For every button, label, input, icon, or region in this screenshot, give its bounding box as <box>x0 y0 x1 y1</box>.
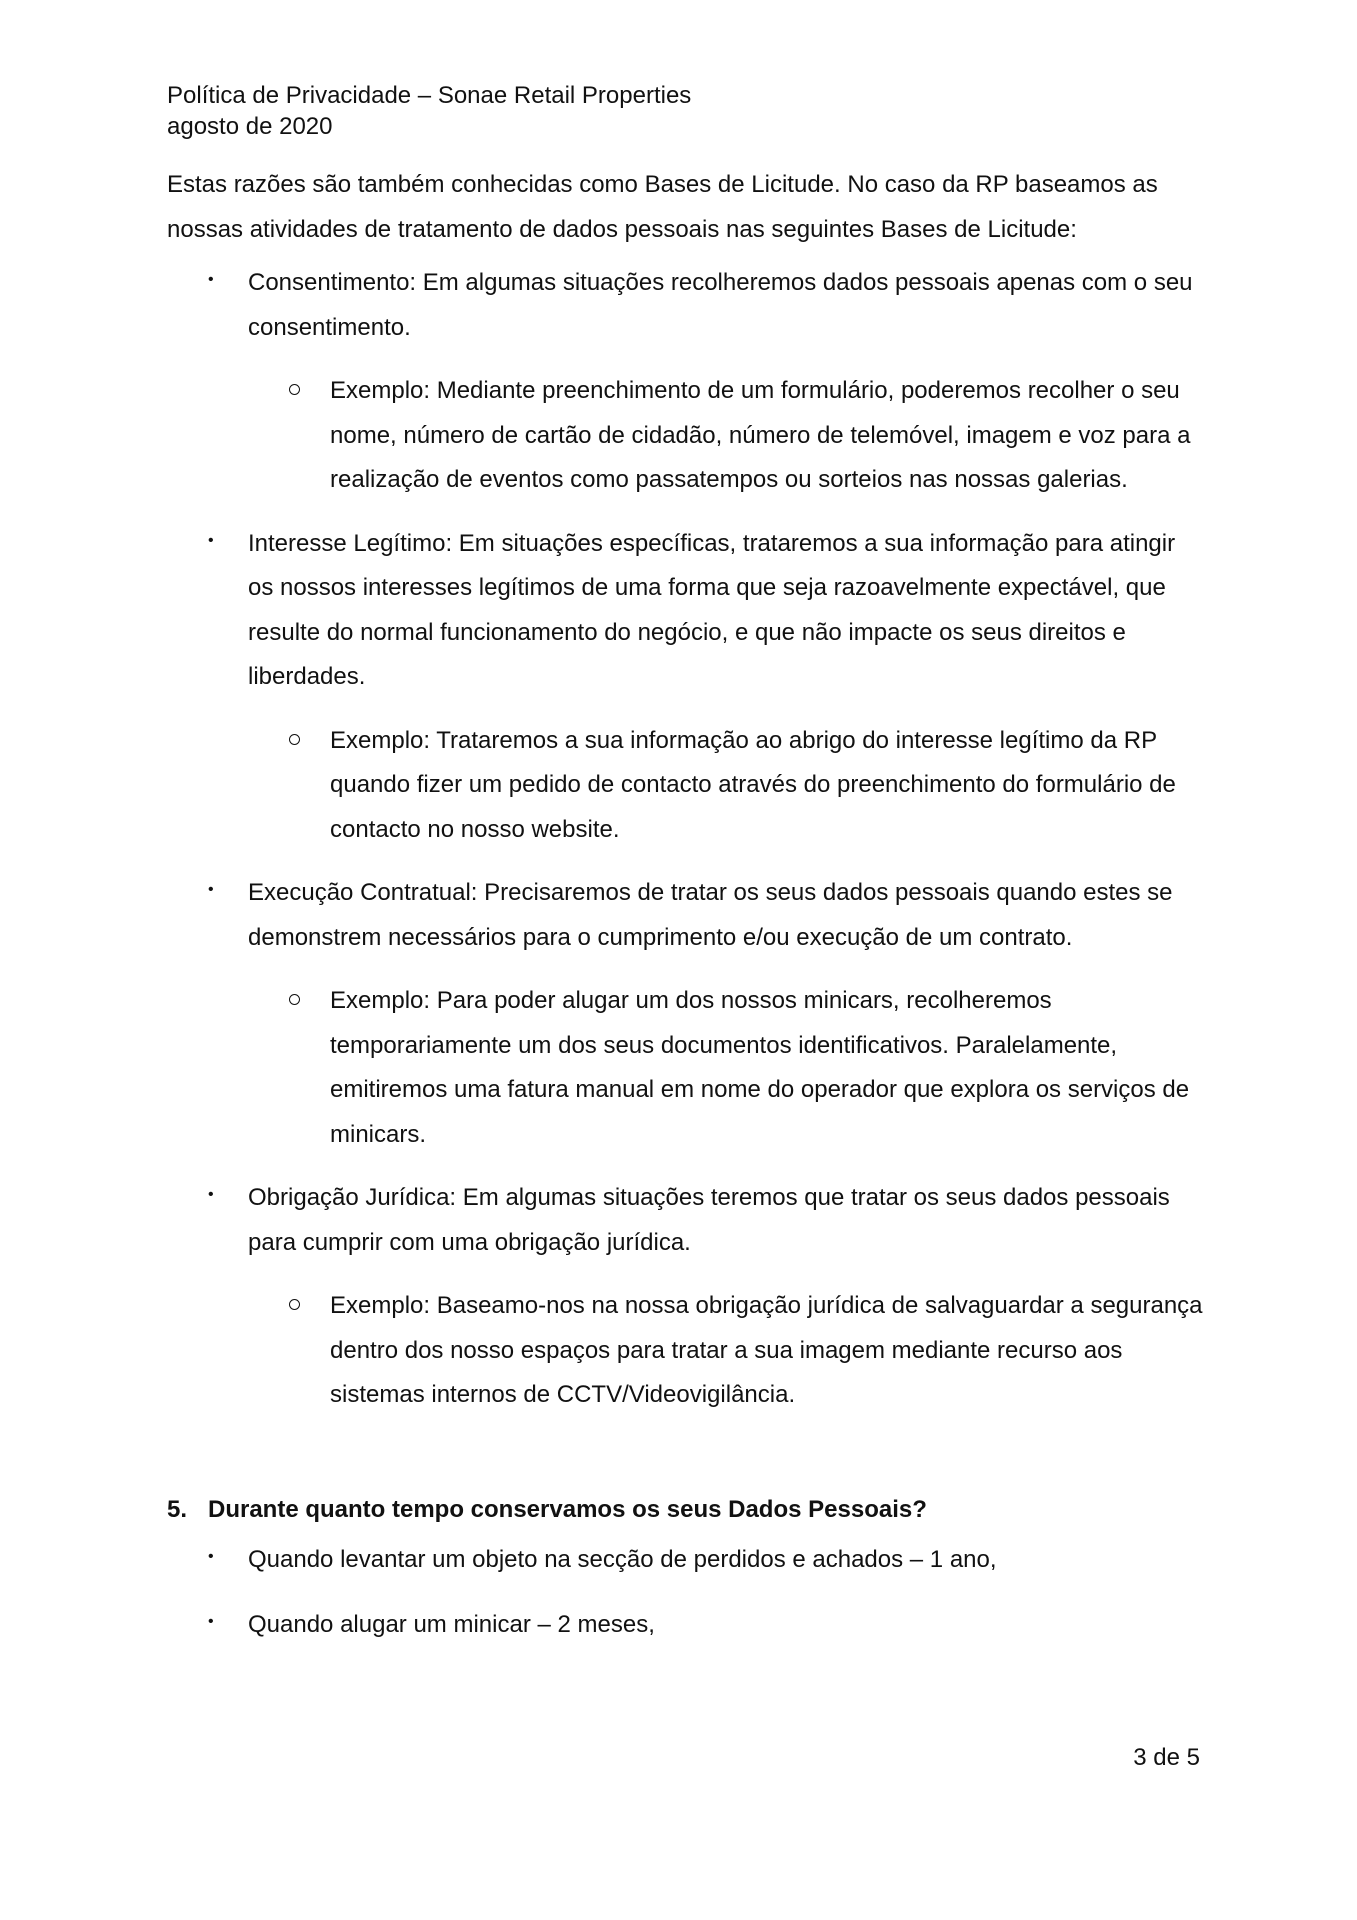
header-date: agosto de 2020 <box>167 113 333 140</box>
list-item <box>167 261 1207 503</box>
list-item <box>248 719 1207 853</box>
list-item <box>167 1603 1207 1648</box>
example-list <box>248 1284 1207 1418</box>
bullet-icon: • <box>208 881 214 898</box>
list-item <box>248 369 1207 503</box>
circle-bullet-icon <box>289 734 300 745</box>
page-number: 3 de 5 <box>1133 1744 1200 1771</box>
retention-text: Quando levantar um objeto na secção de perdidos e achados – 1 ano, <box>248 1546 997 1573</box>
basis-text: Interesse Legítimo: Em situações específicas, trataremos a sua informação para atingir os nossos interesses legítimos de uma forma que seja razoavelmente expectável, que resulte do normal funcionamento do negócio, e que não impacte os seus direitos e liberdades. <box>248 529 1176 690</box>
example-text: Exemplo: Baseamo-nos na nossa obrigação jurídica de salvaguardar a segurança dentro dos nosso espaços para tratar a sua imagem mediante recurso aos sistemas internos de CCTV/Videovigilância. <box>330 1292 1203 1408</box>
bullet-icon: • <box>208 271 214 288</box>
example-text: Exemplo: Mediante preenchimento de um formulário, poderemos recolher o seu nome, número de cartão de cidadão, número de telemóvel, imagem e voz para a realização de eventos como passatempos ou sorteios nas nossas galerias. <box>330 377 1191 493</box>
list-item <box>248 979 1207 1157</box>
retention-text: Quando alugar um minicar – 2 meses, <box>248 1610 655 1638</box>
bullet-icon: • <box>208 1548 214 1565</box>
document-body <box>167 163 1207 1667</box>
retention-list <box>167 1538 1207 1647</box>
legal-bases-list <box>167 261 1207 1418</box>
intro-paragraph: Estas razões são também conhecidas como Bases de Licitude. No caso da RP baseamos as nossas atividades de tratamento de dados pessoais nas seguintes Bases de Licitude: <box>167 171 1158 243</box>
circle-bullet-icon <box>289 1299 300 1310</box>
bullet-icon: • <box>208 1612 214 1630</box>
list-item <box>167 1176 1207 1418</box>
list-item <box>167 1538 1207 1583</box>
list-item <box>167 871 1207 1157</box>
section-heading <box>167 1488 1207 1533</box>
example-list <box>248 369 1207 503</box>
basis-text: Consentimento: Em algumas situações recolheremos dados pessoais apenas com o seu consentimento. <box>248 269 1193 341</box>
list-item <box>248 1284 1207 1418</box>
circle-bullet-icon <box>289 994 300 1005</box>
example-text: Exemplo: Para poder alugar um dos nossos minicars, recolheremos temporariamente um dos seus documentos identificativos. Paralelamente, emitiremos uma fatura manual em nome do operador que explora os serviços de minicars. <box>330 987 1190 1148</box>
header-title: Política de Privacidade – Sonae Retail Properties <box>167 82 692 109</box>
example-text: Exemplo: Trataremos a sua informação ao abrigo do interesse legítimo da RP quando fizer um pedido de contacto através do preenchimento do formulário de contacto no nosso website. <box>330 726 1176 843</box>
list-item <box>167 522 1207 853</box>
basis-text: Execução Contratual: Precisaremos de tratar os seus dados pessoais quando estes se demonstrem necessários para o cumprimento e/ou execução de um contrato. <box>248 879 1173 951</box>
page-header <box>167 80 691 142</box>
bullet-icon: • <box>208 1186 214 1203</box>
circle-bullet-icon <box>289 384 300 395</box>
bullet-icon: • <box>208 531 214 549</box>
example-list <box>248 979 1207 1157</box>
basis-text: Obrigação Jurídica: Em algumas situações teremos que tratar os seus dados pessoais para cumprir com uma obrigação jurídica. <box>248 1184 1170 1256</box>
section-title: Durante quanto tempo conservamos os seus Dados Pessoais? <box>208 1495 927 1523</box>
example-list <box>248 719 1207 853</box>
section-number: 5. <box>167 1495 188 1523</box>
